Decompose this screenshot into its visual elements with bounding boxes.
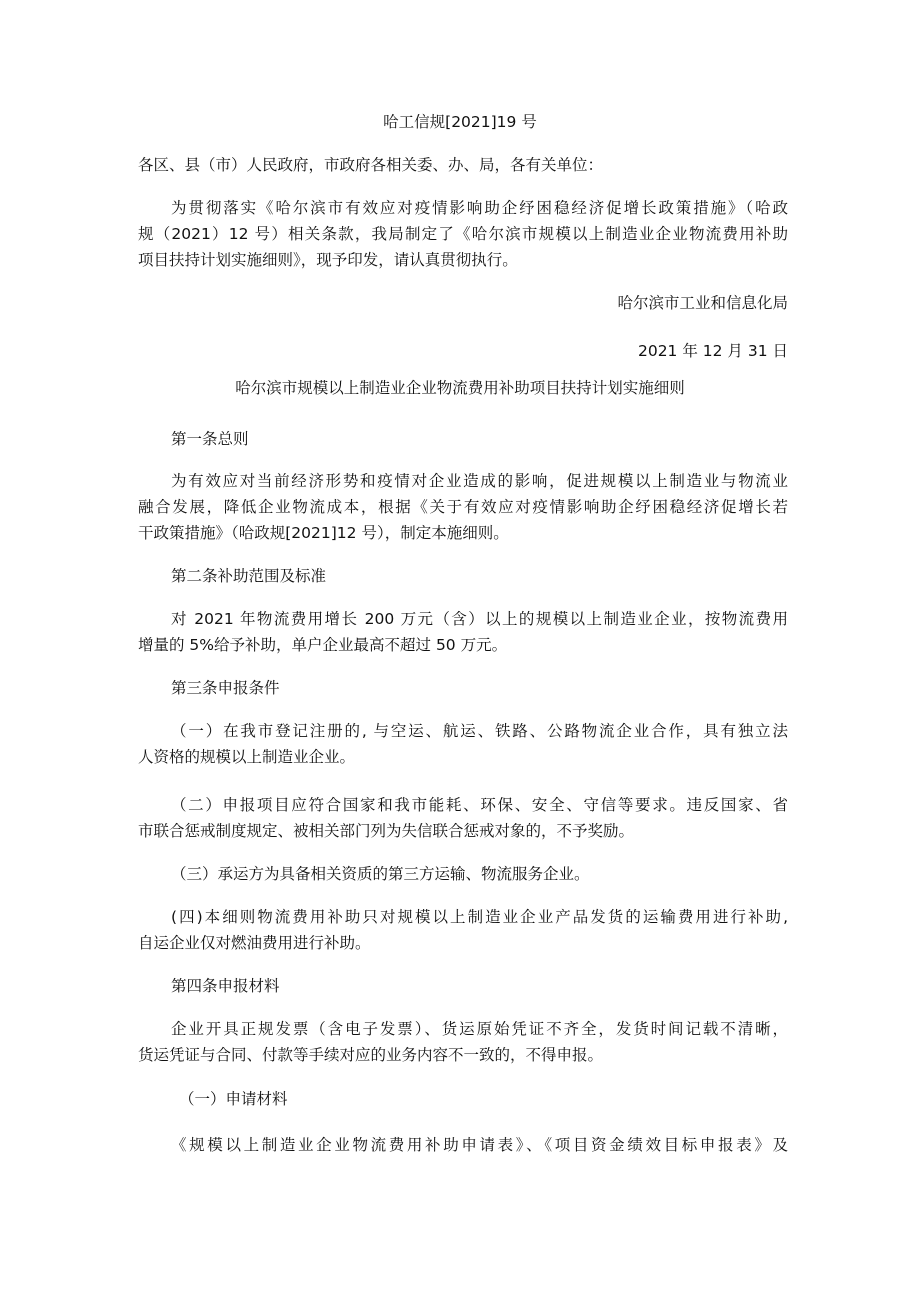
- article-heading: 第三条申报条件: [171, 679, 280, 697]
- article-line: 为有效应对当前经济形势和疫情对企业造成的影响，促进规模以上制造业与物流业: [171, 472, 788, 490]
- article-line: 人资格的规模以上制造业企业。: [138, 748, 356, 766]
- article-line: 市联合惩戒制度规定、被相关部门列为失信联合惩戒对象的，不予奖励。: [138, 822, 635, 840]
- issue-date: 2021 年 12 月 31 日: [637, 342, 788, 360]
- article-line: 《规模以上制造业企业物流费用补助申请表》、《项目资金绩效目标申报表》及: [171, 1136, 788, 1154]
- article-line: 对 2021 年物流费用增长 200 万元（含）以上的规模以上制造业企业，按物流费用: [171, 610, 788, 628]
- article-line: 企业开具正规发票（含电子发票）、货运原始凭证不齐全，发货时间记载不清晰，: [171, 1020, 788, 1038]
- article-line: 货运凭证与合同、付款等手续对应的业务内容不一致的，不得申报。: [138, 1046, 604, 1064]
- document-number: 哈工信规[2021]19 号: [383, 113, 537, 131]
- article-line: （二）申报项目应符合国家和我市能耗、环保、安全、守信等要求。违反国家、省: [171, 796, 788, 814]
- article-heading: 第一条总则: [171, 430, 249, 448]
- section-subheading: （一）申请材料: [179, 1090, 288, 1108]
- addressee: 各区、县（市）人民政府，市政府各相关委、办、局，各有关单位：: [138, 156, 604, 174]
- article-line: 融合发展，降低企业物流成本，根据《关于有效应对疫情影响助企纾困稳经济促增长若: [138, 498, 788, 516]
- article-heading: 第二条补助范围及标准: [171, 567, 327, 585]
- article-line: （三）承运方为具备相关资质的第三方运输、物流服务企业。: [171, 865, 590, 883]
- article-line: （一）在我市登记注册的, 与空运、航运、铁路、公路物流企业合作，具有独立法: [171, 722, 788, 740]
- issuer: 哈尔滨市工业和信息化局: [617, 294, 788, 312]
- intro-line: 为贯彻落实《哈尔滨市有效应对疫情影响助企纾困稳经济促增长政策措施》（哈政: [171, 199, 788, 217]
- article-line: 自运企业仅对燃油费用进行补助。: [138, 934, 371, 952]
- article-line: 干政策措施》（哈政规[2021]12 号），制定本施细则。: [138, 524, 509, 542]
- article-heading: 第四条申报材料: [171, 977, 280, 995]
- article-line: (四)本细则物流费用补助只对规模以上制造业企业产品发货的运输费用进行补助,: [171, 908, 788, 926]
- intro-line: 项目扶持计划实施细则》，现予印发，请认真贯彻执行。: [138, 251, 518, 269]
- document-title: 哈尔滨市规模以上制造业企业物流费用补助项目扶持计划实施细则: [235, 379, 685, 397]
- intro-line: 规（2021）12 号）相关条款，我局制定了《哈尔滨市规模以上制造业企业物流费用补助: [138, 225, 788, 243]
- article-line: 增量的 5%给予补助，单户企业最高不超过 50 万元。: [138, 636, 508, 654]
